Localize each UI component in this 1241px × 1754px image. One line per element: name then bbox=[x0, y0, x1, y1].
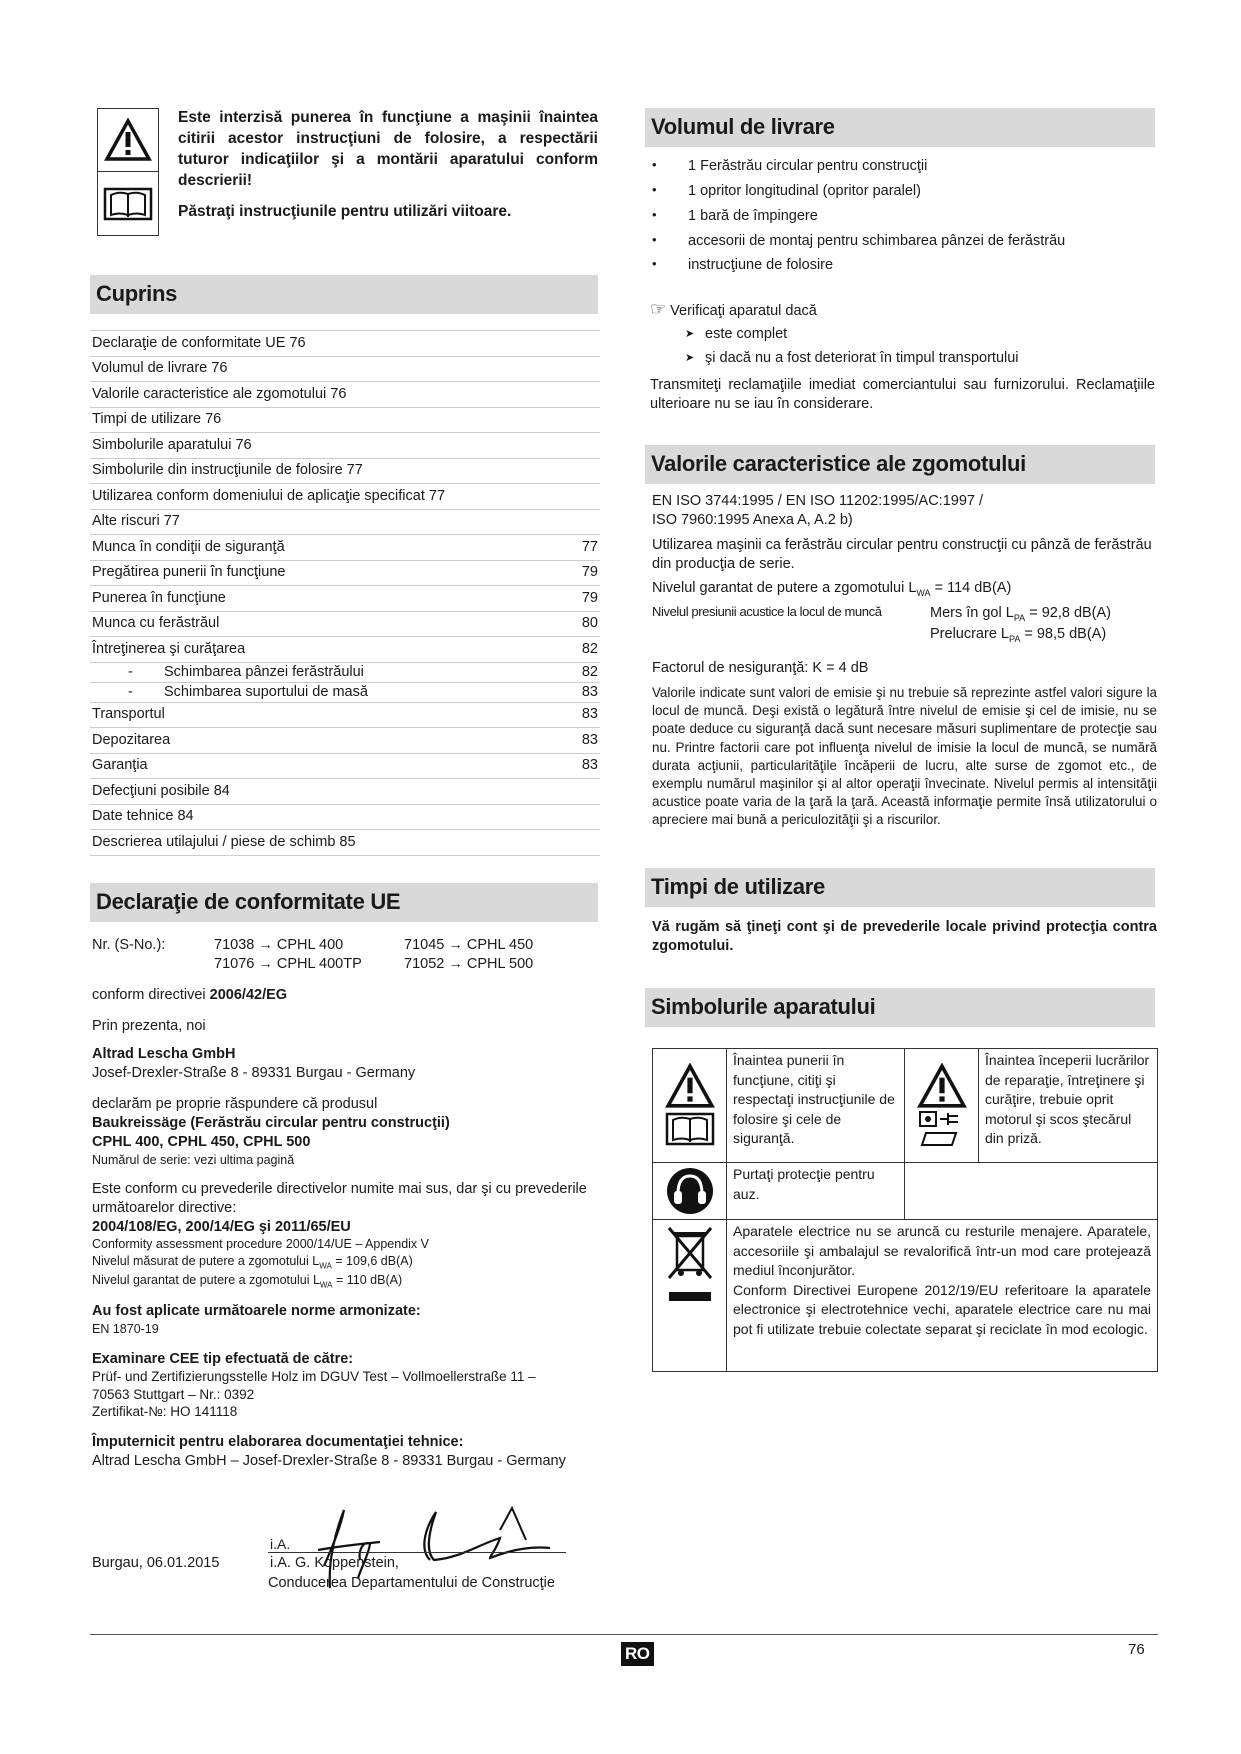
check-block bbox=[650, 298, 1155, 414]
model-grid bbox=[92, 936, 612, 974]
weee-bin-icon bbox=[653, 1220, 727, 1371]
directives-list: 2004/108/EG, 200/14/EG şi 2011/65/EU bbox=[92, 1218, 351, 1235]
warning-pictogram-box bbox=[97, 108, 159, 236]
toc-entry bbox=[90, 510, 600, 536]
toc-entry-label: Garanţia bbox=[92, 757, 148, 774]
toc-entry-label: Valorile caracteristice ale zgomotului 76 bbox=[92, 385, 347, 402]
toc-entry-label: Alte riscuri 77 bbox=[92, 513, 180, 530]
symbols-title: Simbolurile aparatului bbox=[645, 988, 1155, 1027]
toc-entry-page: 83 bbox=[581, 731, 598, 748]
noise-title: Valorile caracteristice ale zgomotului bbox=[645, 445, 1155, 484]
toc-entry bbox=[90, 382, 600, 408]
delivery-item: • instrucţiune de folosire bbox=[652, 256, 1157, 275]
footer-line bbox=[90, 1634, 1158, 1635]
serial-note: Numărul de serie: vezi ultima pagină bbox=[92, 1152, 295, 1167]
toc-entry-page: 79 bbox=[581, 564, 598, 581]
noise-note: Valorile indicate sunt valori de emisie şi nu trebuie să reprezinte astfel valori sigure la locul de muncă. Deşi există o legătură între nivelul de emisie şi cel de imisie, nu se poate deduce cu siguranţă dacă sunt necesare măsuri suplimentare de protecţie sau nu. Printre factorii care pot influenţa nivelul de imisie la locul de muncă, se numără durata acţiunii, particularităţile încăperii de lucru, alte surse de zgomot etc., de exemplu numărul maşinilor şi al altor operaţii învecinate. Nivelul permis al intensităţii acustice poate varia de la ţară la ţară. Această informaţie permite însă utilizatorului o apreciere mai bună a periculozităţii şi a riscurilor. bbox=[652, 684, 1157, 828]
toc-entry bbox=[90, 779, 600, 805]
usage-time-title: Timpi de utilizare bbox=[645, 868, 1155, 907]
cee-line-3: Zertifikat-№: HO 141118 bbox=[92, 1404, 238, 1420]
noise-std-1: EN ISO 3744:1995 / EN ISO 11202:1995/AC:1997 / bbox=[652, 493, 984, 509]
toc-entry-page: 83 bbox=[581, 706, 598, 723]
toc-entry: - Schimbarea pânzei ferăstrăului 82 bbox=[90, 663, 600, 683]
model-2: 71045 → CPHL 450 bbox=[404, 937, 534, 953]
conform-text: Este conform cu prevederile directivelor numite mai sus, dar şi cu prevederile următoarelor directive: bbox=[92, 1180, 587, 1216]
symbol-text-4: Aparatele electrice nu se aruncă cu resturile menajere. Aparatele, accesoriile şi ambalajul se revalorifică într-un mod care protejează mediul înconjurător. Conform Directivei Europene 2012/19/EU referitoare la aparatele electronice şi electrotehnice vechi, aparatele electrice care nu mai pot fi utilizate trebuie colectate separat şi reciclate în mod ecologic. bbox=[733, 1223, 1151, 1337]
toc-entry bbox=[90, 484, 600, 510]
toc-entry-label: Declaraţie de conformitate UE 76 bbox=[92, 334, 306, 351]
check-item: ➤ şi dacă nu a fost deteriorat în timpul transportului bbox=[685, 349, 1155, 368]
noise-std-2: ISO 7960:1995 Anexa A, A.2 b) bbox=[652, 511, 853, 528]
model-4: 71052 → CPHL 500 bbox=[404, 955, 534, 972]
toc-entry bbox=[90, 586, 600, 612]
company-address: Josef-Drexler-Straße 8 - 89331 Burgau - Germany bbox=[92, 1065, 416, 1082]
toc-entry-page: 80 bbox=[581, 615, 598, 632]
model-1: 71038 → CPHL 400 bbox=[214, 937, 344, 953]
signer-name: i.A. G. Koppenstein, bbox=[270, 1555, 399, 1571]
toc-entry-label: Pregătirea punerii în funcţiune bbox=[92, 564, 286, 581]
toc-entry bbox=[90, 805, 600, 831]
toc-entry bbox=[90, 459, 600, 485]
decl-prin: Prin prezenta, noi bbox=[92, 1017, 206, 1034]
decl-title: Declaraţie de conformitate UE bbox=[90, 883, 598, 922]
noise-lwa: Nivelul garantat de putere a zgomotului $L_{WA} = 114$ dB(A) bbox=[652, 580, 1012, 599]
directive-line: conform directivei 2006/42/EG bbox=[92, 986, 288, 1003]
symbols-table bbox=[652, 1048, 1158, 1372]
symbols-row-1 bbox=[653, 1049, 1157, 1163]
toc-entry-label: Descrierea utilajului / piese de schimb 85 bbox=[92, 833, 356, 850]
toc-entry-label: Date tehnice 84 bbox=[92, 808, 194, 825]
noise-processing: Prelucrare $L_{PA} = 98,5$ dB(A) bbox=[930, 625, 1107, 644]
toc-entry-label: Defecţiuni posibile 84 bbox=[92, 782, 230, 799]
toc-entry bbox=[90, 728, 600, 754]
ear-protection-icon bbox=[653, 1163, 727, 1219]
cee-line-1: Prüf- und Zertifizierungsstelle Holz im DGUV Test – Vollmoellerstraße 11 – bbox=[92, 1369, 536, 1385]
delivery-item: • accesorii de montaj pentru schimbarea pânzei de ferăstrău bbox=[652, 232, 1157, 251]
toc-entry bbox=[90, 433, 600, 459]
delivery-item: • 1 Ferăstrău circular pentru construcţii bbox=[652, 157, 1157, 176]
place-date: Burgau, 06.01.2015 bbox=[92, 1555, 220, 1571]
delivery-item: • 1 bară de împingere bbox=[652, 207, 1157, 226]
signer-dept: Conducerea Departamentului de Construcţie bbox=[268, 1575, 555, 1591]
toc-entry: - Schimbarea suportului de masă 83 bbox=[90, 683, 600, 703]
toc-entry-label: Schimbarea pânzei ferăstrăului bbox=[164, 663, 364, 680]
signature-line bbox=[268, 1552, 566, 1553]
noise-factor: Factorul de nesiguranţă: K = 4 dB bbox=[652, 660, 869, 677]
harmonized-title: Au fost aplicate următoarele norme armonizate: bbox=[92, 1303, 421, 1320]
auth-text: Altrad Lescha GmbH – Josef-Drexler-Straße 8 - 89331 Burgau - Germany bbox=[92, 1452, 566, 1469]
declaration-block bbox=[92, 936, 612, 1471]
product-name: Baukreissäge (Ferăstrău circular pentru construcţii) bbox=[92, 1114, 450, 1131]
toc-entry bbox=[90, 637, 600, 663]
toc-entry-label: Utilizarea conform domeniului de aplicaţie specificat 77 bbox=[92, 487, 446, 504]
warning-text bbox=[178, 108, 598, 223]
noise-usage: Utilizarea maşinii ca ferăstrău circular pentru construcţii cu pânză de ferăstrău din producţia de serie. bbox=[652, 536, 1152, 572]
toc-entry-label: Simbolurile din instrucţiunile de folosire 77 bbox=[92, 462, 363, 479]
company-name: Altrad Lescha GmbH bbox=[92, 1046, 236, 1063]
toc-entry bbox=[90, 703, 600, 729]
symbol-text-3: Purtaţi protecţie pentru auz. bbox=[727, 1163, 905, 1219]
toc-entry bbox=[90, 830, 600, 856]
guaranteed-noise: Nivelul garantat de putere a zgomotului $L_{WA} = 110$ dB(A) bbox=[92, 1272, 403, 1290]
delivery-item: • 1 opritor longitudinal (opritor paralel) bbox=[652, 182, 1157, 201]
toc-entry-page: 82 bbox=[581, 640, 598, 657]
cee-line-2: 70563 Stuttgart – Nr.: 0392 bbox=[92, 1386, 255, 1402]
symbols-row-2 bbox=[653, 1163, 1157, 1220]
decl-statement: declarăm pe proprie răspundere că produsul bbox=[92, 1096, 378, 1113]
toc-list bbox=[90, 330, 600, 856]
cee-title: Examinare CEE tip efectuată de către: bbox=[92, 1350, 354, 1367]
toc-entry-page: 83 bbox=[581, 683, 598, 700]
toc-entry bbox=[90, 408, 600, 434]
symbols-row-3 bbox=[653, 1220, 1157, 1371]
toc-entry-label: Punerea în funcţiune bbox=[92, 589, 226, 606]
symbol-text-2: Înaintea începerii lucrărilor de reparaţie, întreţinere şi curăţire, trebuie oprit motorul şi scos ştecărul din priză. bbox=[985, 1052, 1150, 1147]
toc-entry bbox=[90, 331, 600, 357]
delivery-list bbox=[652, 157, 1157, 281]
toc-title: Cuprins bbox=[90, 275, 598, 314]
nr-label: Nr. (S-No.): bbox=[92, 937, 166, 953]
unplug-icon bbox=[905, 1049, 979, 1162]
claim-text: Transmiteţi reclamaţiile imediat comerciantului sau furnizorului. Reclamaţiile ulterioare nu se iau în considerare. bbox=[650, 377, 1155, 412]
toc-entry-label: Timpi de utilizare 76 bbox=[92, 411, 222, 428]
symbol-text-1: Înaintea punerii în funcţiune, citiţi şi respectaţi instrucţiunile de folosire şi cele de siguranţă. bbox=[727, 1049, 905, 1162]
manual-book-icon bbox=[98, 172, 158, 235]
page-number: 76 bbox=[1128, 1641, 1145, 1658]
measured-noise: Nivelul măsurat de putere a zgomotului $L_{WA} = 109,6$ dB(A) bbox=[92, 1253, 413, 1271]
toc-entry-label: Întreţinerea şi curăţarea bbox=[92, 640, 246, 657]
warning-keep: Păstraţi instrucţiunile pentru utilizări viitoare. bbox=[178, 202, 512, 220]
noise-lpa: Nivelul presiunii acustice la locul de muncă Mers în gol $L_{PA} = 92,8$ dB(A) bbox=[652, 603, 1112, 623]
harmonized-norm: EN 1870-19 bbox=[92, 1322, 159, 1337]
pointing-hand-icon: ☞ bbox=[650, 299, 667, 319]
usage-time-text: Vă rugăm să ţineţi cont şi de prevederile locale privind protecţia contra zgomotului. bbox=[652, 919, 1157, 954]
toc-entry-page: 79 bbox=[581, 589, 598, 606]
model-3: 71076 → CPHL 400TP bbox=[214, 955, 362, 972]
language-badge: RO bbox=[621, 1642, 654, 1666]
toc-entry bbox=[90, 754, 600, 780]
toc-entry-label: Transportul bbox=[92, 706, 165, 723]
toc-entry-label: Munca în condiţii de siguranţă bbox=[92, 538, 285, 555]
toc-entry bbox=[90, 357, 600, 383]
toc-entry-page: 82 bbox=[581, 663, 598, 680]
toc-entry-label: Munca cu ferăstrăul bbox=[92, 615, 220, 632]
ia-label: i.A. bbox=[270, 1536, 291, 1552]
delivery-title: Volumul de livrare bbox=[645, 108, 1155, 147]
auth-title: Împuternicit pentru elaborarea documentaţiei tehnice: bbox=[92, 1433, 464, 1450]
check-line: ☞ Verificaţi aparatul dacă bbox=[650, 299, 817, 319]
warning-main: Este interzisă punerea în funcţiune a maşinii înaintea citirii acestor instrucţiuni de folosire, a respectării tuturor indicaţiilor şi a montării aparatului conform descrierii! bbox=[178, 109, 598, 189]
toc-entry-label: Schimbarea suportului de masă bbox=[164, 683, 368, 700]
toc-entry-page: 83 bbox=[581, 757, 598, 774]
toc-entry bbox=[90, 535, 600, 561]
toc-entry-label: Volumul de livrare 76 bbox=[92, 360, 228, 377]
toc-entry-label: Depozitarea bbox=[92, 731, 171, 748]
warning-triangle-icon bbox=[98, 109, 158, 172]
assessment-line: Conformity assessment procedure 2000/14/UE – Appendix V bbox=[92, 1237, 429, 1252]
warning-manual-icon bbox=[653, 1049, 727, 1162]
noise-block bbox=[652, 492, 1157, 830]
check-list bbox=[650, 325, 1155, 368]
toc-entry bbox=[90, 561, 600, 587]
toc-entry bbox=[90, 612, 600, 638]
check-item: ➤ este complet bbox=[685, 325, 1155, 344]
toc-entry-page: 77 bbox=[581, 538, 598, 555]
toc-entry-label: Simbolurile aparatului 76 bbox=[92, 436, 252, 453]
product-models: CPHL 400, CPHL 450, CPHL 500 bbox=[92, 1133, 311, 1150]
